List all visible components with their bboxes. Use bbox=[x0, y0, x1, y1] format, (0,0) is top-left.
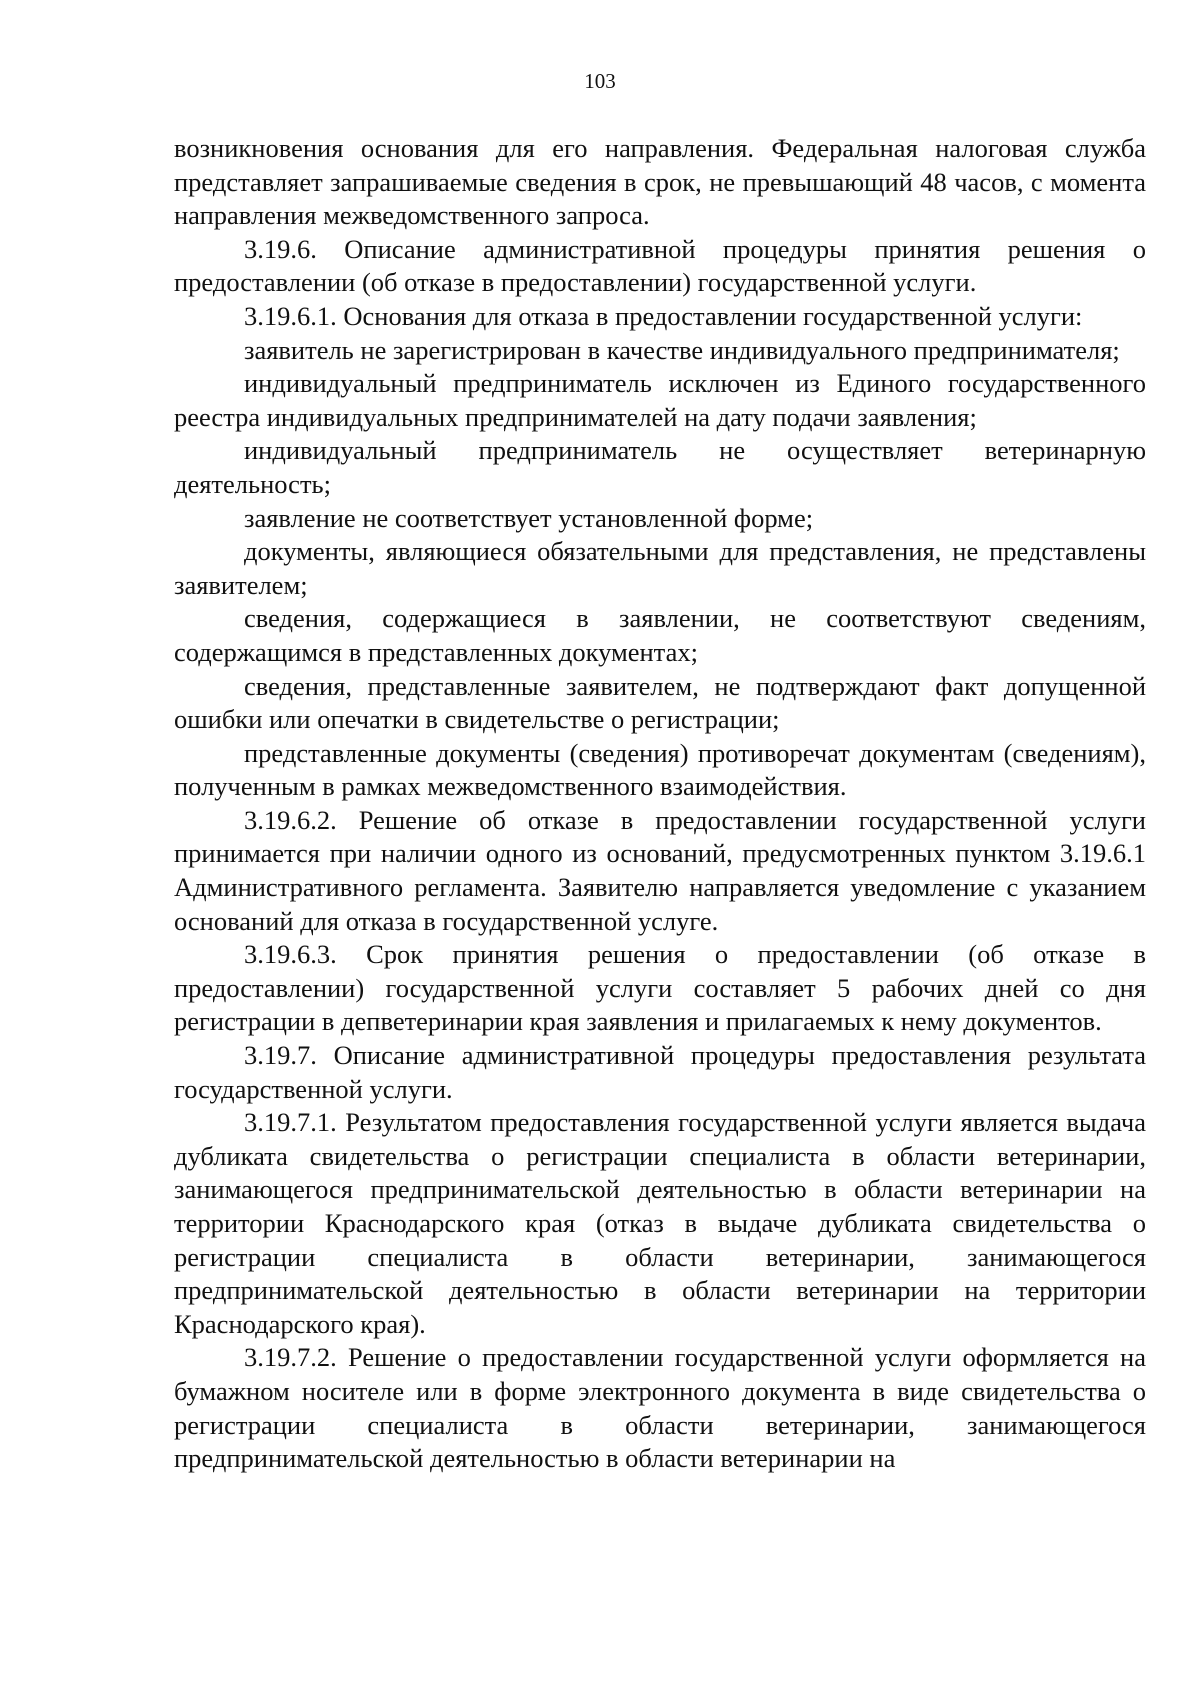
list-item-form-mismatch: заявление не соответствует установленной форме; bbox=[244, 502, 814, 533]
list-item-documents-contradict: представленные документы (сведения) противоречат документам (сведениям), полученным в рамках межведомственного взаимодействия. bbox=[174, 737, 1146, 802]
paragraph-3-19-6-3: 3.19.6.3. Срок принятия решения о предоставлении (об отказе в предоставлении) государственной услуги составляет 5 рабочих дней со дня регистрации в депветеринарии края заявления и прилагаемых к нему документов. bbox=[174, 939, 1146, 1037]
paragraph-3-19-6: 3.19.6. Описание административной процедуры принятия решения о предоставлении (об отказе в предоставлении) государственной услуги. bbox=[174, 233, 1146, 298]
list-item-not-registered: заявитель не зарегистрирован в качестве индивидуального предпринимателя; bbox=[244, 334, 1120, 365]
paragraph-3-19-7-1: 3.19.7.1. Результатом предоставления государственной услуги является выдача дубликата свидетельства о регистрации специалиста в области ветеринарии, занимающегося предпринимательской деятельностью в области ветеринарии на территории Краснодарского края (отказ в выдаче дубликата свидетельства о регистрации специалиста в области ветеринарии, занимающегося предпринимательской деятельностью в области ветеринарии на территории Краснодарского края). bbox=[174, 1107, 1146, 1339]
paragraph-3-19-7: 3.19.7. Описание административной процедуры предоставления результата государственной услуги. bbox=[174, 1040, 1146, 1104]
list-item-data-mismatch: сведения, содержащиеся в заявлении, не соответствуют сведениям, содержащимся в представленных документах; bbox=[174, 603, 1146, 667]
page-number: 103 bbox=[584, 69, 616, 93]
document-body bbox=[174, 132, 1146, 1476]
paragraph-3-19-7-2: 3.19.7.2. Решение о предоставлении государственной услуги оформляется на бумажном носителе или в форме электронного документа в виде свидетельства о регистрации специалиста в области ветеринарии, занимающегося предпринимательской деятельностью в области ветеринарии на bbox=[174, 1342, 1146, 1474]
paragraph-3-19-6-1: 3.19.6.1. Основания для отказа в предоставлении государственной услуги: bbox=[244, 300, 1083, 331]
paragraph-3-19-6-2: 3.19.6.2. Решение об отказе в предоставлении государственной услуги принимается при наличии одного из оснований, предусмотренных пунктом 3.19.6.1 Административного регламента. Заявителю направляется уведомление с указанием оснований для отказа в государственной услуге. bbox=[174, 804, 1146, 936]
list-item-error-not-confirmed: сведения, представленные заявителем, не подтверждают факт допущенной ошибки или опечатки в свидетельстве о регистрации; bbox=[174, 670, 1146, 735]
list-item-no-veterinary-activity: индивидуальный предприниматель не осуществляет ветеринарную деятельность; bbox=[174, 435, 1146, 499]
list-item-documents-missing: документы, являющиеся обязательными для представления, не представлены заявителем; bbox=[174, 536, 1146, 600]
list-item-excluded-from-registry: индивидуальный предприниматель исключен из Единого государственного реестра индивидуальных предпринимателей на дату подачи заявления; bbox=[174, 368, 1146, 432]
paragraph-continuation: возникновения основания для его направления. Федеральная налоговая служба представляет запрашиваемые сведения в срок, не превышающий 48 часов, с момента направления межведомственного запроса. bbox=[174, 133, 1146, 231]
